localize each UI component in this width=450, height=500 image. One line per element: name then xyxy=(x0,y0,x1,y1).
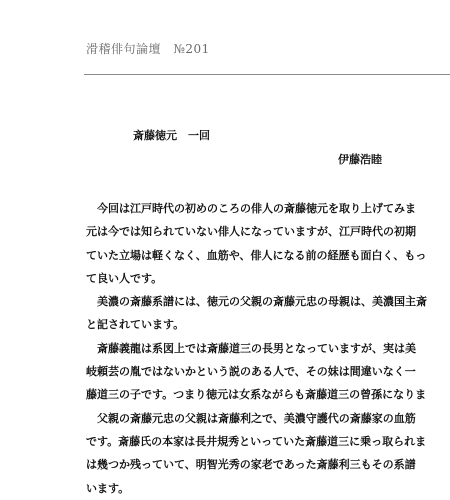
article-title: 斎藤徳元 一回 xyxy=(133,129,210,142)
body-line: 元は今では知られていない俳人になっていますが、江戸時代の初期 xyxy=(86,225,416,239)
body-line: 今回は江戸時代の初めのころの俳人の斎藤徳元を取り上げてみま xyxy=(86,202,416,215)
body-line: 父親の斎藤元忠の父親は斎藤利之で、美濃守護代の斎藤家の血筋 xyxy=(86,411,416,425)
body-line: います。 xyxy=(86,481,130,495)
body-line: と記されています。 xyxy=(86,318,185,332)
body-line: 藤道三の子です。つまり徳元は女系ながらも斎藤道三の曾孫になりま xyxy=(86,388,427,402)
body-line: 斎藤義龍は系図上では斎藤道三の長男となっていますが、実は美 xyxy=(86,341,416,355)
journal-header: 滑稽俳句論壇 №201 xyxy=(86,42,210,56)
body-line: て良い人です。 xyxy=(86,271,163,285)
article-author: 伊藤浩睦 xyxy=(338,153,382,166)
body-line: 美濃の斎藤系譜には、徳元の父親の斎藤元忠の母親は、美濃国主斎 xyxy=(86,295,427,309)
body-line: 岐頼芸の胤ではないかという説のある人で、その妹は間違いなく一 xyxy=(86,365,416,379)
body-line: です。斎藤氏の本家は長井規秀といっていた斎藤道三に乗っ取られま xyxy=(86,434,427,448)
article-body xyxy=(86,197,450,500)
body-line: ていた立場は軽くなく、血筋や、俳人になる前の経歴も面白く、もっ xyxy=(86,248,427,262)
header-divider xyxy=(84,74,450,75)
body-line: は幾つか残っていて、明智光秀の家老であった斎藤利三もその系譜 xyxy=(86,458,416,472)
